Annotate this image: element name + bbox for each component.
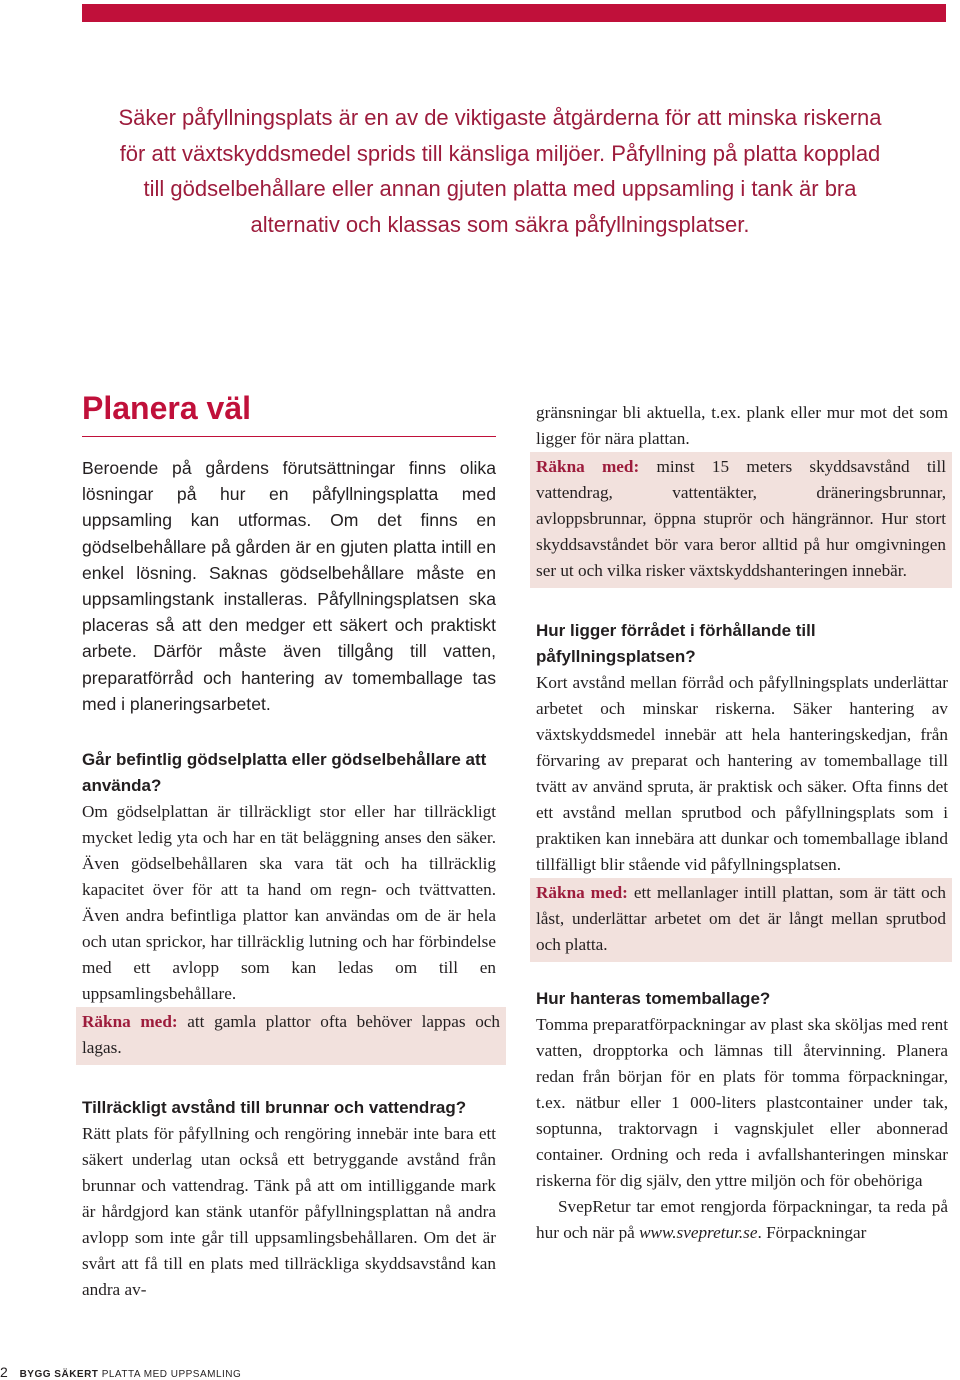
question-body-forrad: Kort avstånd mellan förråd och påfyllningsplats underlättar arbetet och minskar riskerna. Säker hantering av växtskyddsmedel innebär att hela hanteringskedjan, från förvaring av preparat och hantering av tomemballage till tvätt av använd spruta, är praktisk och säker. Ofta finns det ett avstånd mellan sprutbod och påfyllningsplats som i praktiken kan innebära att dunkar och tomemballage ibland tillfälligt blir stående vid påfyllningsplatsen. [536,673,948,874]
question-heading-avstand: Tillräckligt avstånd till brunnar och vattendrag? [82,1098,467,1118]
question-heading-tomemballage: Hur hanteras tomemballage? [536,989,771,1008]
question-heading-forrad: Hur ligger förrådet i förhållande till påfyllningsplatsen? [536,621,816,666]
note-label: Räkna med: [536,457,640,476]
right-column [536,400,948,1246]
svepretur-text: SvepRetur tar emot rengjorda förpackningar, ta reda på hur och när på [536,1197,948,1242]
note-text: att gamla plattor ofta behöver lappas och lagas. [82,1012,501,1058]
top-accent-bar [82,4,946,22]
note-text: ett mellanlager intill plattan, som är tätt och låst, underlättar arbetet om det är långt mellan sprutbod och platta. [536,883,946,954]
question-heading-platta: Går befintlig gödselplatta eller gödselbehållare att använda? [82,750,487,796]
left-column [82,390,501,1303]
note-box [76,1007,506,1065]
continued-text: gränsningar bli aktuella, t.ex. plank eller mur mot det som ligger för nära plattan. [536,403,948,448]
svepretur-text-end: . Förpackningar [757,1223,867,1242]
svepretur-link[interactable]: www.svepretur.se [639,1223,758,1242]
section-lead: Beroende på gårdens förutsättningar finns olika lösningar på hur en påfyllningsplatta med uppsamling kan utformas. Om det finns en gödselbehållare på gården är en gjuten platta intill en enkel lösning. Saknas gödselbehållare måste en uppsamlingstank installeras. Påfyllningsplatsen ska placeras så att den medger ett säkert och praktiskt arbete. Därför måste även tillgång till vatten, preparatförråd och hantering av tomemballage tas med i planeringsarbetet. [82,458,496,714]
page-footer [0,1364,241,1380]
intro-paragraph: Säker påfyllningsplats är en av de viktigaste åtgärderna för att minska riskerna för att växtskyddsmedel sprids till känsliga miljöer. Påfyllning på platta kopplad till gödselbehållare eller annan gjuten platta med uppsamling i tank är bra alternativ och klassas som säkra påfyllningsplatser. [118,105,882,237]
note-label: Räkna med: [536,883,628,902]
note-box [530,452,952,588]
question-body-tomemballage: Tomma preparatförpackningar av plast ska sköljas med rent vatten, dropptorka och lämnas till återvinning. Planera redan från början för en plats för tomma förpackningar, t.ex. nätbur eller 1 000-liters plastcontainer under tak, soptunna, traktorvagn i vagnskjulet eller abonnerad container. Ordning och reda i avfallshanteringen minskar riskerna för dig själv, den yttre miljön och för obehöriga [536,1015,948,1190]
note-box [530,878,952,962]
footer-subtitle: PLATTA MED UPPSAMLING [101,1369,242,1380]
footer-brand: BYGG SÄKERT [19,1369,99,1380]
note-text: minst 15 meters skyddsavstånd till vattendrag, vattentäkter, dräneringsbrunnar, avloppsbrunnar, öppna stuprör och hängrännor. Hur stort skyddsavståndet bör vara beror alltid på hur omgivningen ser ut och vilka risker växtskyddshanteringen innebär. [536,457,947,580]
question-body-platta: Om gödselplattan är tillräckligt stor eller har tillräckligt mycket ledig yta och har en tät beläggning anses den säker. Även gödselbehållaren ska vara tät och ha tillräcklig kapacitet över för att ta hand om regn- och tvättvatten. Även andra befintliga plattor kan användas om de är hela och utan sprickor, har tillräcklig lutning och har förbindelse med ett avlopp som kan ledas om till en uppsamlingsbehållare. [82,802,496,1004]
svepretur-paragraph [536,1194,948,1246]
question-body-avstand: Rätt plats för påfyllning och rengöring innebär inte bara ett säkert underlag utan också ett betryggande avstånd från brunnar och vattendrag. Tänk på att om intilliggande mark är hårdgjord kan stänk utanför påfyllningsplattan nå andra avlopp som inte går till uppsamlingsbehållaren. Om det är svårt att få till en plats med tillräckliga skyddsavstånd kan andra av- [82,1124,496,1300]
note-label: Räkna med: [82,1012,178,1032]
page-number: 2 [0,1364,9,1380]
section-title: Planera väl [82,390,496,437]
